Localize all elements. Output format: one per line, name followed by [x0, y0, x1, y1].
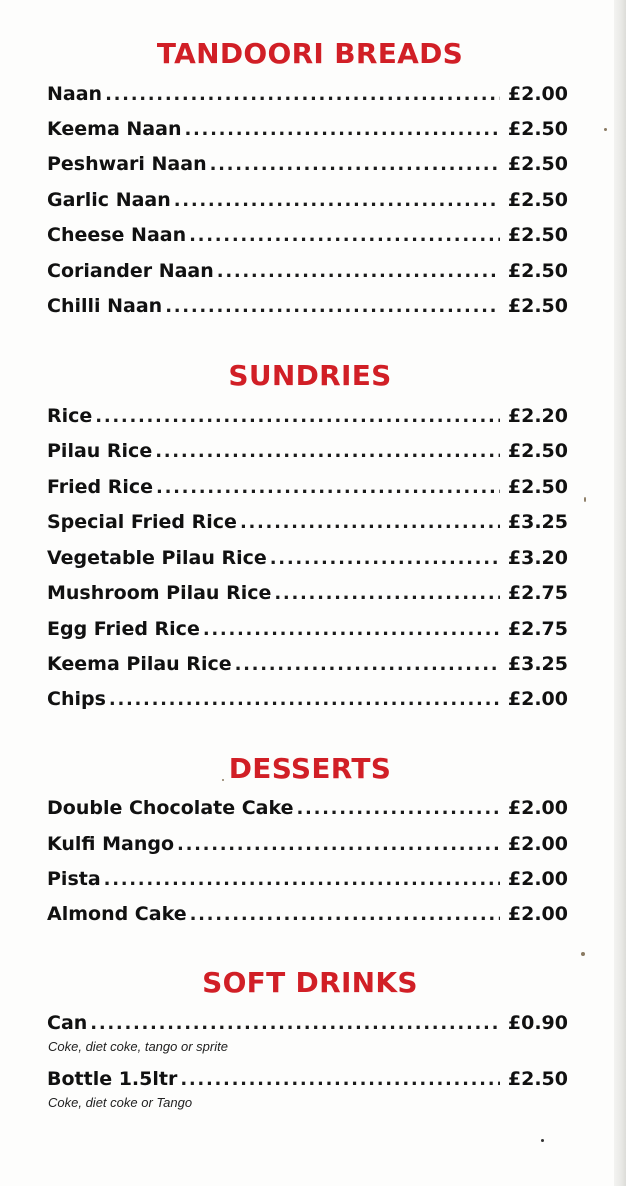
dot-leader	[104, 867, 500, 893]
menu-item	[47, 795, 568, 821]
item-name: Pilau Rice	[47, 440, 153, 462]
menu-item	[47, 1066, 568, 1092]
item-price: £2.50	[507, 440, 568, 462]
menu-item	[47, 474, 568, 500]
item-price: £2.00	[507, 688, 568, 710]
item-name: Bottle 1.5ltr	[47, 1068, 178, 1090]
item-price: £2.50	[507, 476, 568, 498]
dot-leader	[217, 259, 500, 285]
item-price: £3.25	[507, 653, 568, 675]
menu-item	[47, 116, 568, 142]
item-name: Garlic Naan	[47, 189, 171, 211]
menu-item	[47, 580, 568, 606]
dot-leader	[240, 510, 500, 536]
menu-item	[47, 187, 568, 213]
menu-item	[47, 509, 568, 535]
item-name: Naan	[47, 83, 103, 105]
dot-leader	[210, 152, 500, 178]
dot-leader	[270, 546, 500, 572]
dot-leader	[297, 796, 500, 822]
item-name: Pista	[47, 868, 101, 890]
dot-leader	[95, 404, 500, 430]
item-price: £2.00	[507, 868, 568, 890]
item-price: £2.50	[507, 1068, 568, 1090]
item-price: £2.50	[507, 224, 568, 246]
item-name: Fried Rice	[47, 476, 154, 498]
dot-leader	[155, 439, 500, 465]
menu-item	[47, 831, 568, 857]
dot-leader	[189, 223, 500, 249]
item-price: £2.50	[507, 118, 568, 140]
menu-item	[47, 222, 568, 248]
item-price: £2.50	[507, 189, 568, 211]
menu-item	[47, 403, 568, 429]
section-title-sundries: SUNDRIES	[228, 359, 392, 392]
section-title-soft-drinks: SOFT DRINKS	[202, 966, 418, 999]
paper-speck	[584, 497, 586, 502]
menu-item	[47, 1010, 568, 1036]
dot-leader	[177, 832, 500, 858]
item-price: £2.75	[507, 618, 568, 640]
item-name: Cheese Naan	[47, 224, 187, 246]
item-price: £2.00	[507, 833, 568, 855]
dot-leader	[109, 687, 500, 713]
item-name: Chilli Naan	[47, 295, 163, 317]
item-price: £3.25	[507, 511, 568, 533]
item-price: £2.20	[507, 405, 568, 427]
section-title-desserts: DESSERTS	[228, 752, 392, 785]
menu-item	[47, 616, 568, 642]
item-price: £2.50	[507, 153, 568, 175]
menu-item	[47, 651, 568, 677]
item-price: £2.75	[507, 582, 568, 604]
menu-item	[47, 866, 568, 892]
item-price: £2.00	[507, 83, 568, 105]
item-note: Coke, diet coke or Tango	[48, 1095, 193, 1110]
menu-item	[47, 258, 568, 284]
paper-edge	[614, 0, 626, 1186]
item-name: Rice	[47, 405, 93, 427]
dot-leader	[90, 1011, 500, 1037]
item-price: £3.20	[507, 547, 568, 569]
item-name: Egg Fried Rice	[47, 618, 200, 640]
item-note: Coke, diet coke, tango or sprite	[48, 1039, 228, 1054]
item-name: Mushroom Pilau Rice	[47, 582, 272, 604]
menu-item	[47, 81, 568, 107]
paper-speck	[604, 128, 607, 131]
item-price: £0.90	[507, 1012, 568, 1034]
paper-speck	[222, 779, 224, 781]
paper-speck	[581, 952, 585, 956]
dot-leader	[174, 188, 500, 214]
menu-item	[47, 151, 568, 177]
item-name: Keema Naan	[47, 118, 182, 140]
item-name: Chips	[47, 688, 106, 710]
item-name: Kulfi Mango	[47, 833, 175, 855]
item-name: Vegetable Pilau Rice	[47, 547, 267, 569]
item-name: Peshwari Naan	[47, 153, 207, 175]
dot-leader	[190, 902, 500, 928]
menu-item	[47, 901, 568, 927]
item-name: Coriander Naan	[47, 260, 214, 282]
item-name: Almond Cake	[47, 903, 187, 925]
item-name: Keema Pilau Rice	[47, 653, 232, 675]
item-name: Can	[47, 1012, 88, 1034]
dot-leader	[105, 82, 500, 108]
item-price: £2.00	[507, 797, 568, 819]
item-price: £2.00	[507, 903, 568, 925]
item-price: £2.50	[507, 260, 568, 282]
item-name: Special Fried Rice	[47, 511, 237, 533]
section-title-tandoori-breads: TANDOORI BREADS	[156, 37, 464, 70]
paper-speck	[541, 1139, 544, 1142]
item-price: £2.50	[507, 295, 568, 317]
dot-leader	[156, 475, 500, 501]
dot-leader	[180, 1067, 500, 1093]
menu-item	[47, 293, 568, 319]
dot-leader	[274, 581, 500, 607]
menu-item	[47, 438, 568, 464]
item-name: Double Chocolate Cake	[47, 797, 294, 819]
dot-leader	[165, 294, 500, 320]
dot-leader	[203, 617, 500, 643]
dot-leader	[184, 117, 499, 143]
dot-leader	[235, 652, 500, 678]
menu-item	[47, 686, 568, 712]
menu-item	[47, 545, 568, 571]
